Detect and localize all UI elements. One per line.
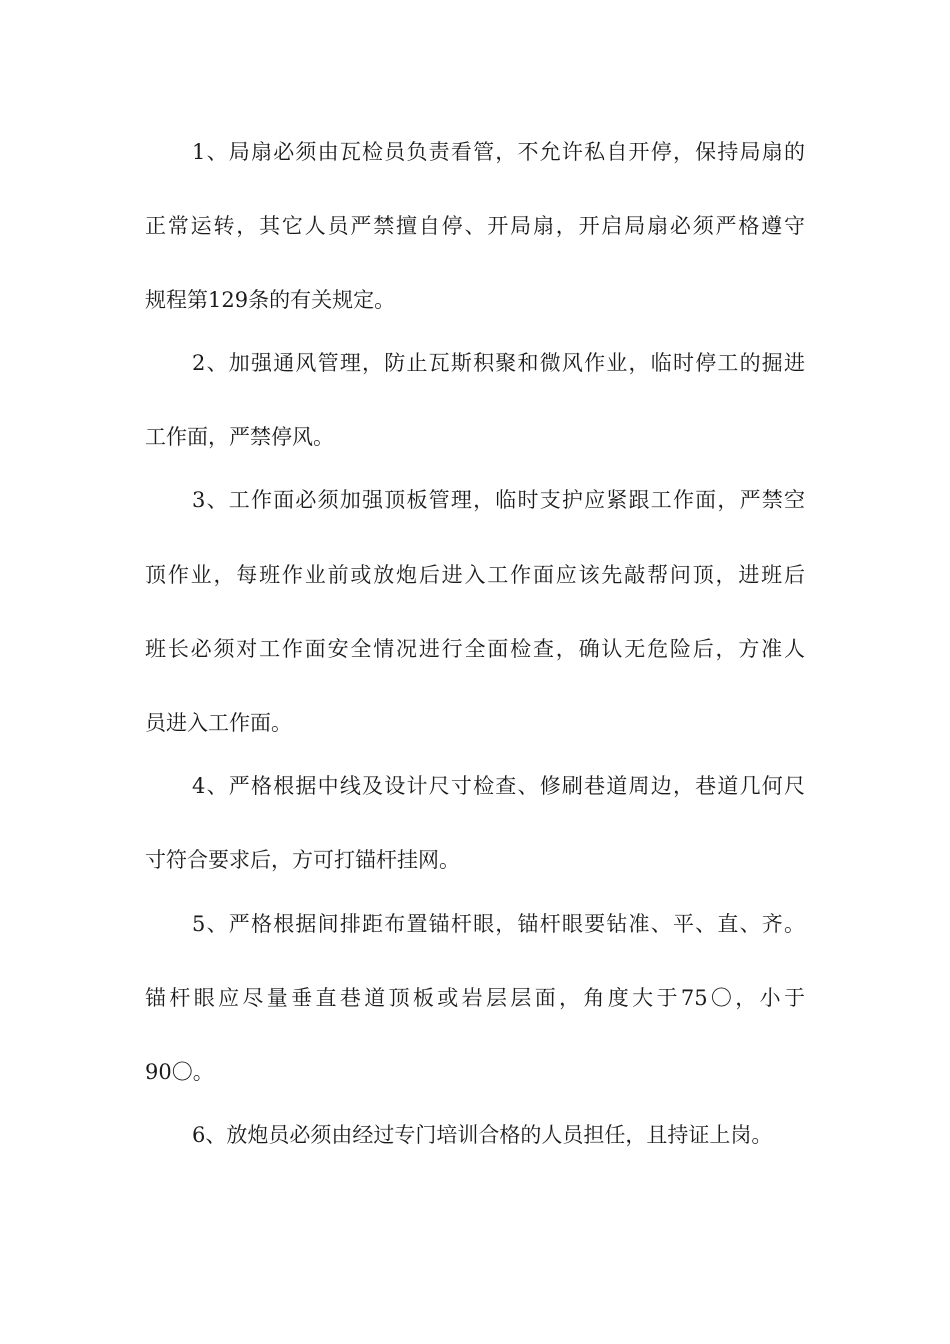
paragraph-5-line-1: 5、严格根据间排距布置锚杆眼，锚杆眼要钻准、平、直、齐。 <box>192 912 805 936</box>
paragraph-1-line-1: 1、局扇必须由瓦检员负责看管，不允许私自开停，保持局扇的 <box>192 140 805 164</box>
paragraph-3-line-1: 3、工作面必须加强顶板管理，临时支护应紧跟工作面，严禁空 <box>192 488 805 512</box>
paragraph-3-line-3: 班长必须对工作面安全情况进行全面检查，确认无危险后，方准人 <box>145 637 805 661</box>
paragraph-4-line-2: 寸符合要求后，方可打锚杆挂网。 <box>145 848 460 872</box>
paragraph-4-line-1: 4、严格根据中线及设计尺寸检查、修刷巷道周边，巷道几何尺 <box>192 774 805 798</box>
paragraph-5-line-3: 90〇。 <box>145 1060 214 1084</box>
paragraph-1-line-2: 正常运转，其它人员严禁擅自停、开局扇，开启局扇必须严格遵守 <box>145 214 805 238</box>
paragraph-5-line-2: 锚杆眼应尽量垂直巷道顶板或岩层层面，角度大于75〇，小于 <box>145 986 805 1010</box>
paragraph-2-line-2: 工作面，严禁停风。 <box>145 425 334 449</box>
paragraph-1-line-3: 规程第129条的有关规定。 <box>145 288 396 312</box>
paragraph-2-line-1: 2、加强通风管理，防止瓦斯积聚和微风作业，临时停工的掘进 <box>192 351 805 375</box>
paragraph-3-line-4: 员进入工作面。 <box>145 711 292 735</box>
paragraph-6-line-1: 6、放炮员必须由经过专门培训合格的人员担任，且持证上岗。 <box>192 1123 773 1147</box>
paragraph-3-line-2: 顶作业，每班作业前或放炮后进入工作面应该先敲帮问顶，进班后 <box>145 563 805 587</box>
